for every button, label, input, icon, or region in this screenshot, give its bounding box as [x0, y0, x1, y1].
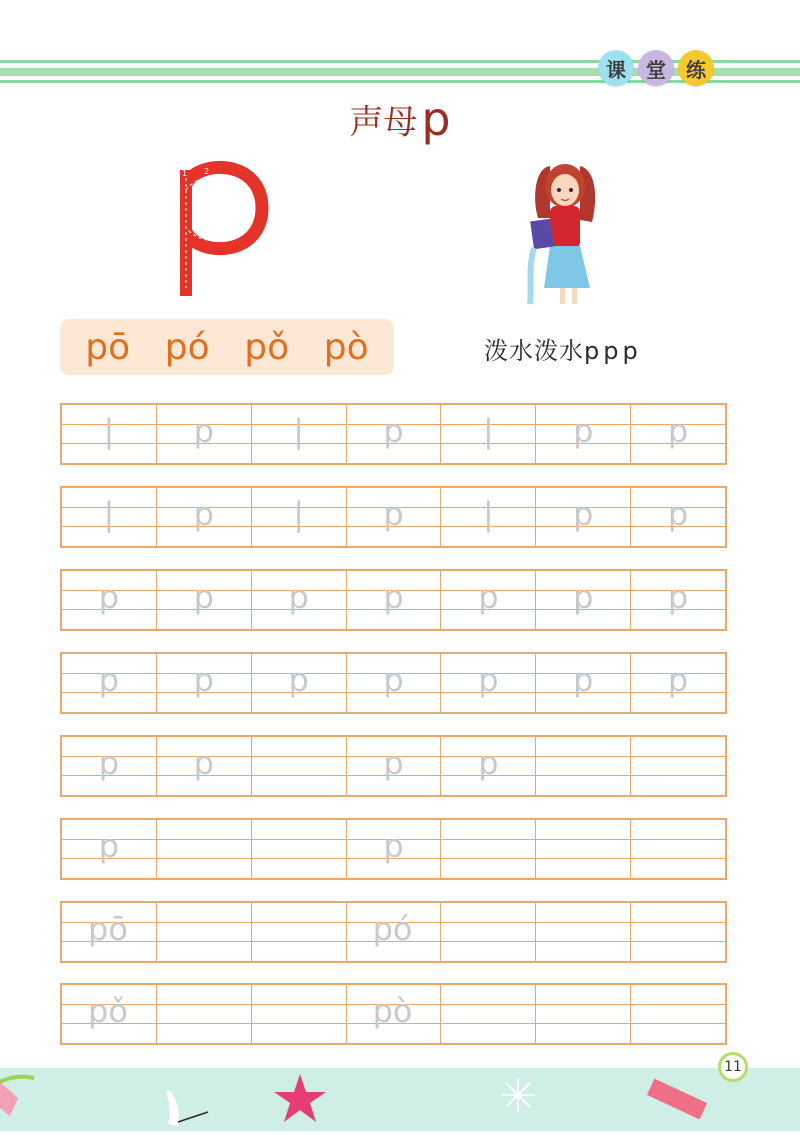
writing-row [60, 403, 727, 465]
trace-letter: p [383, 578, 404, 616]
writing-cell[interactable] [630, 737, 725, 795]
writing-cell[interactable] [251, 903, 346, 961]
writing-row [60, 735, 727, 797]
writing-cell[interactable] [535, 488, 630, 546]
page-title [0, 92, 800, 146]
writing-cell[interactable] [630, 820, 725, 878]
writing-cell[interactable] [346, 571, 441, 629]
trace-letter: p [383, 661, 404, 699]
writing-cell[interactable] [156, 737, 251, 795]
trace-letter: pò [372, 992, 413, 1030]
syllable-po4: pò [323, 326, 369, 368]
trace-letter: p [383, 744, 404, 782]
writing-cell[interactable] [346, 903, 441, 961]
writing-cell[interactable] [440, 903, 535, 961]
chant-letters: ppp [584, 337, 642, 365]
writing-cell[interactable] [251, 820, 346, 878]
writing-cell[interactable] [62, 820, 156, 878]
writing-cell[interactable] [346, 654, 441, 712]
writing-cell[interactable] [630, 654, 725, 712]
trace-letter: p [98, 578, 120, 616]
letter-p-stroke-order-icon [170, 160, 290, 300]
page-number: 11 [718, 1052, 748, 1082]
trace-letter: | [103, 412, 115, 450]
writing-cell[interactable] [156, 820, 251, 878]
badge-tang: 堂 [638, 50, 674, 86]
writing-cell[interactable] [346, 820, 441, 878]
title-letter: p [421, 92, 451, 146]
writing-cell[interactable] [440, 571, 535, 629]
writing-row [60, 901, 727, 963]
girl-pouring-water-icon [510, 158, 620, 308]
writing-cell[interactable] [62, 654, 156, 712]
writing-cell[interactable] [440, 488, 535, 546]
writing-cell[interactable] [156, 488, 251, 546]
writing-cell[interactable] [535, 571, 630, 629]
trace-letter: p [98, 661, 120, 699]
syllable-po1: pō [85, 326, 131, 368]
writing-cell[interactable] [62, 571, 156, 629]
writing-cell[interactable] [346, 737, 441, 795]
trace-letter: p [573, 578, 594, 616]
writing-cell[interactable] [251, 654, 346, 712]
writing-row [60, 486, 727, 548]
svg-text:2: 2 [204, 167, 210, 176]
trace-letter: | [482, 412, 494, 450]
writing-row [60, 818, 727, 880]
trace-letter: p [667, 495, 689, 533]
writing-cell[interactable] [535, 737, 630, 795]
trace-letter: | [103, 495, 115, 533]
trace-letter: p [193, 661, 214, 699]
trace-letter: pō [88, 910, 128, 948]
trace-letter: p [193, 578, 214, 616]
badge-ke: 课 [598, 50, 634, 86]
writing-cell[interactable] [535, 405, 630, 463]
svg-text:1: 1 [182, 169, 188, 178]
writing-cell[interactable] [62, 985, 156, 1043]
writing-cell[interactable] [535, 654, 630, 712]
lesson-type-badges [598, 50, 714, 86]
trace-letter: | [293, 495, 305, 533]
trace-letter: p [573, 412, 594, 450]
writing-cell[interactable] [62, 488, 156, 546]
writing-cell[interactable] [440, 985, 535, 1043]
writing-cell[interactable] [440, 405, 535, 463]
trace-letter: p [667, 412, 689, 450]
writing-cell[interactable] [535, 903, 630, 961]
syllable-po3: pǒ [244, 326, 290, 368]
writing-cell[interactable] [156, 654, 251, 712]
writing-cell[interactable] [346, 405, 441, 463]
writing-cell[interactable] [251, 571, 346, 629]
trace-letter: p [193, 495, 214, 533]
chant-chinese: 泼水泼水 [484, 337, 584, 365]
trace-letter: p [573, 661, 594, 699]
writing-cell[interactable] [535, 820, 630, 878]
writing-cell[interactable] [440, 654, 535, 712]
trace-letter: p [193, 412, 214, 450]
trace-letter: p [288, 661, 309, 699]
footer-decorations-icon [0, 1068, 800, 1131]
writing-cell[interactable] [156, 985, 251, 1043]
writing-row [60, 569, 727, 631]
writing-cell[interactable] [156, 571, 251, 629]
writing-row [60, 652, 727, 714]
trace-letter: pó [372, 910, 413, 948]
trace-letter: p [383, 827, 404, 865]
writing-cell[interactable] [440, 737, 535, 795]
trace-letter: pǒ [88, 992, 128, 1030]
footer-band [0, 1068, 800, 1131]
writing-cell[interactable] [62, 903, 156, 961]
syllable-panel [60, 319, 394, 375]
title-chinese: 声母 [349, 102, 418, 143]
trace-letter: p [98, 827, 120, 865]
trace-letter: p [667, 578, 689, 616]
trace-letter: p [383, 495, 404, 533]
writing-cell[interactable] [251, 737, 346, 795]
writing-cell[interactable] [251, 488, 346, 546]
writing-cell[interactable] [440, 820, 535, 878]
writing-row [60, 983, 727, 1045]
badge-lian: 练 [678, 50, 714, 86]
writing-cell[interactable] [630, 903, 725, 961]
trace-letter: p [383, 412, 404, 450]
writing-cell[interactable] [251, 985, 346, 1043]
chant-text [484, 331, 642, 366]
trace-letter: p [193, 744, 214, 782]
writing-cell[interactable] [630, 488, 725, 546]
writing-cell[interactable] [156, 903, 251, 961]
trace-letter: p [98, 744, 120, 782]
syllable-po2: pó [164, 326, 210, 368]
trace-letter: p [288, 578, 309, 616]
writing-cell[interactable] [630, 985, 725, 1043]
writing-cell[interactable] [346, 488, 441, 546]
trace-letter: p [478, 744, 499, 782]
trace-letter: | [482, 495, 494, 533]
writing-cell[interactable] [156, 405, 251, 463]
trace-letter: p [667, 661, 689, 699]
writing-cell[interactable] [630, 571, 725, 629]
trace-letter: | [293, 412, 305, 450]
trace-letter: p [478, 578, 499, 616]
trace-letter: p [573, 495, 594, 533]
writing-cell[interactable] [535, 985, 630, 1043]
writing-cell[interactable] [346, 985, 441, 1043]
writing-cell[interactable] [62, 405, 156, 463]
writing-cell[interactable] [630, 405, 725, 463]
writing-cell[interactable] [251, 405, 346, 463]
trace-letter: p [478, 661, 499, 699]
writing-cell[interactable] [62, 737, 156, 795]
